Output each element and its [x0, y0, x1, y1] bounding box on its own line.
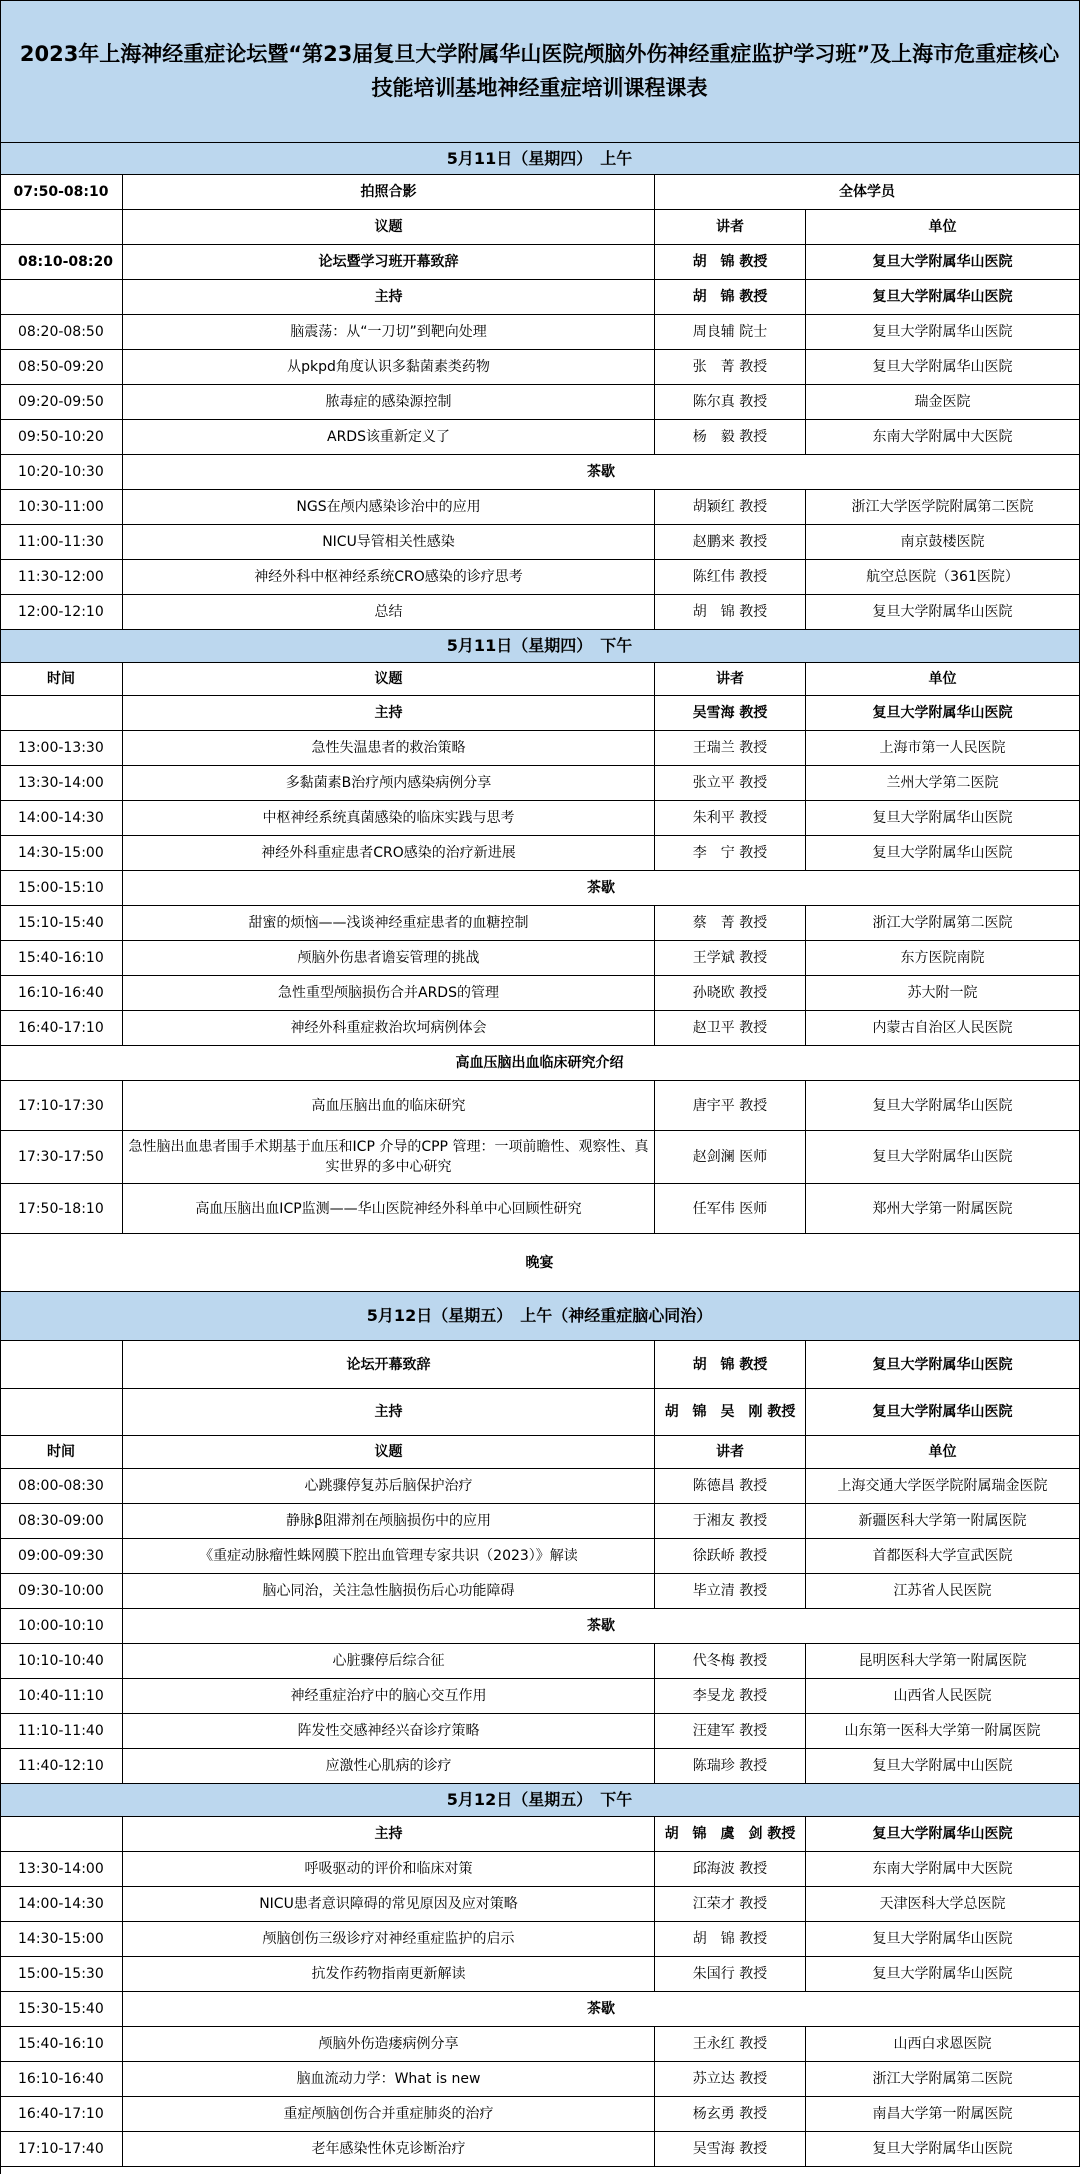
- unit-cell: 复旦大学附属华山医院: [806, 2132, 1080, 2167]
- speaker-cell: 王学斌 教授: [655, 941, 806, 976]
- topic-cell: 神经外科重症患者CRO感染的治疗新进展: [123, 836, 655, 871]
- unit-cell: 复旦大学附属中山医院: [806, 1749, 1080, 1784]
- topic-cell: 主持: [123, 696, 655, 731]
- topic-cell: 心脏骤停后综合征: [123, 1644, 655, 1679]
- unit-cell: 江苏省人民医院: [806, 1574, 1080, 1609]
- session-header: 5月12日（星期五） 上午（神经重症脑心同治）: [0, 1292, 1080, 1341]
- unit-cell: 浙江大学医学院附属第二医院: [806, 490, 1080, 525]
- time-cell: 08:00-08:30: [0, 1469, 123, 1504]
- topic-cell: 脑血流动力学：What is new: [123, 2062, 655, 2097]
- column-header-topic: 议题: [123, 210, 655, 245]
- speaker-cell: 赵卫平 教授: [655, 1011, 806, 1046]
- column-header-topic: 议题: [123, 663, 655, 696]
- time-cell: [0, 280, 123, 315]
- unit-cell: 复旦大学附属华山医院: [806, 1817, 1080, 1852]
- speaker-cell: 陈瑞珍 教授: [655, 1749, 806, 1784]
- topic-cell: 颅脑外伤患者谵妄管理的挑战: [123, 941, 655, 976]
- tea-break: 茶歇: [123, 1992, 1080, 2027]
- speaker-cell: 李旻龙 教授: [655, 1679, 806, 1714]
- time-cell: [0, 1389, 123, 1436]
- unit-cell: 复旦大学附属华山医院: [806, 1957, 1080, 1992]
- speaker-cell: 胡 锦 教授: [655, 595, 806, 630]
- unit-cell: 复旦大学附属华山医院: [806, 1341, 1080, 1389]
- time-cell: 17:10-17:30: [0, 1081, 123, 1131]
- unit-cell: 昆明医科大学第一附属医院: [806, 1644, 1080, 1679]
- topic-cell: 主持: [123, 1389, 655, 1436]
- speaker-cell: 张 菁 教授: [655, 350, 806, 385]
- tea-break: 茶歇: [123, 1609, 1080, 1644]
- speaker-cell: 邱海波 教授: [655, 1852, 806, 1887]
- topic-cell: 神经外科重症救治坎坷病例体会: [123, 1011, 655, 1046]
- time-cell: 09:20-09:50: [0, 385, 123, 420]
- speaker-cell: 毕立清 教授: [655, 1574, 806, 1609]
- time-cell: 15:40-16:10: [0, 2027, 123, 2062]
- speaker-cell: 胡 锦 教授: [655, 280, 806, 315]
- tea-break: 茶歇: [123, 871, 1080, 906]
- time-cell: 15:00-15:30: [0, 1957, 123, 1992]
- time-cell: 13:30-14:00: [0, 766, 123, 801]
- time-cell: 16:40-17:10: [0, 2097, 123, 2132]
- time-cell: 17:10-17:40: [0, 2132, 123, 2167]
- unit-cell: 南京鼓楼医院: [806, 525, 1080, 560]
- time-cell: 11:40-12:10: [0, 1749, 123, 1784]
- time-cell: 08:50-09:20: [0, 350, 123, 385]
- column-header-time: 时间: [0, 1436, 123, 1469]
- topic-cell: 急性失温患者的救治策略: [123, 731, 655, 766]
- topic-cell: NICU导管相关性感染: [123, 525, 655, 560]
- column-header-time: [0, 210, 123, 245]
- topic-cell: 主持: [123, 1817, 655, 1852]
- topic-cell: 抗发作药物指南更新解读: [123, 1957, 655, 1992]
- time-cell: 16:10-16:40: [0, 976, 123, 1011]
- time-cell: 15:30-15:40: [0, 1992, 123, 2027]
- speaker-cell: 代冬梅 教授: [655, 1644, 806, 1679]
- time-cell: 10:10-10:40: [0, 1644, 123, 1679]
- unit-cell: 浙江大学附属第二医院: [806, 2062, 1080, 2097]
- unit-cell: 山西白求恩医院: [806, 2027, 1080, 2062]
- unit-cell: 瑞金医院: [806, 385, 1080, 420]
- time-cell: 11:00-11:30: [0, 525, 123, 560]
- topic-cell: 论坛暨学习班开幕致辞: [123, 245, 655, 280]
- speaker-cell: 赵鹏来 教授: [655, 525, 806, 560]
- unit-cell: 复旦大学附属华山医院: [806, 350, 1080, 385]
- topic-cell: 急性重型颅脑损伤合并ARDS的管理: [123, 976, 655, 1011]
- section-header: 高血压脑出血临床研究介绍: [0, 1046, 1080, 1081]
- time-cell: 16:10-16:40: [0, 2062, 123, 2097]
- topic-cell: 从pkpd角度认识多黏菌素类药物: [123, 350, 655, 385]
- time-cell: 15:40-16:10: [0, 941, 123, 976]
- session-header: 5月11日（星期四） 下午: [0, 630, 1080, 663]
- time-cell: 11:30-12:00: [0, 560, 123, 595]
- topic-cell: 脓毒症的感染源控制: [123, 385, 655, 420]
- unit-cell: 复旦大学附属华山医院: [806, 1081, 1080, 1131]
- time-cell: [0, 1341, 123, 1389]
- time-cell: 17:30-17:50: [0, 1131, 123, 1184]
- speaker-cell: 陈尔真 教授: [655, 385, 806, 420]
- unit-cell: 复旦大学附属华山医院: [806, 1922, 1080, 1957]
- time-cell: 13:30-14:00: [0, 1852, 123, 1887]
- speaker-cell: 李 宁 教授: [655, 836, 806, 871]
- speaker-cell: 胡 锦 吴 刚 教授: [655, 1389, 806, 1436]
- dinner-row: 晚宴: [0, 1234, 1080, 1292]
- unit-cell: 南昌大学第一附属医院: [806, 2097, 1080, 2132]
- topic-cell: 静脉β阻滞剂在颅脑损伤中的应用: [123, 1504, 655, 1539]
- speaker-cell: 王瑞兰 教授: [655, 731, 806, 766]
- time-cell: [0, 696, 123, 731]
- unit-cell: 复旦大学附属华山医院: [806, 280, 1080, 315]
- topic-cell: NICU患者意识障碍的常见原因及应对策略: [123, 1887, 655, 1922]
- topic-cell: 老年感染性休克诊断治疗: [123, 2132, 655, 2167]
- unit-cell: 新疆医科大学第一附属医院: [806, 1504, 1080, 1539]
- time-cell: 12:00-12:10: [0, 595, 123, 630]
- time-cell: 17:50-18:10: [0, 1184, 123, 1234]
- topic-cell: 拍照合影: [123, 175, 655, 210]
- topic-cell: 脑震荡：从“一刀切”到靶向处理: [123, 315, 655, 350]
- topic-cell: 中枢神经系统真菌感染的临床实践与思考: [123, 801, 655, 836]
- speaker-cell: 蔡 菁 教授: [655, 906, 806, 941]
- unit-cell: 上海交通大学医学院附属瑞金医院: [806, 1469, 1080, 1504]
- speaker-cell: 任军伟 医师: [655, 1184, 806, 1234]
- time-cell: 16:40-17:10: [0, 1011, 123, 1046]
- document-title: 2023年上海神经重症论坛暨“第23届复旦大学附属华山医院颅脑外伤神经重症监护学习班”及上海市危重症核心技能培训基地神经重症培训课程课表: [0, 0, 1080, 143]
- time-cell: 10:30-11:00: [0, 490, 123, 525]
- topic-cell: 阵发性交感神经兴奋诊疗策略: [123, 1714, 655, 1749]
- topic-cell: 多黏菌素B治疗颅内感染病例分享: [123, 766, 655, 801]
- unit-cell: 首都医科大学宣武医院: [806, 1539, 1080, 1574]
- speaker-cell: 汪建军 教授: [655, 1714, 806, 1749]
- time-cell: 10:20-10:30: [0, 455, 123, 490]
- topic-cell: 急性脑出血患者围手术期基于血压和ICP 介导的CPP 管理：一项前瞻性、观察性、真实世界的多中心研究: [123, 1131, 655, 1184]
- speaker-cell: 孙晓欧 教授: [655, 976, 806, 1011]
- time-cell: 07:50-08:10: [0, 175, 123, 210]
- speaker-cell: 胡 锦 教授: [655, 245, 806, 280]
- unit-cell: 上海市第一人民医院: [806, 731, 1080, 766]
- topic-cell: 神经重症治疗中的脑心交互作用: [123, 1679, 655, 1714]
- column-header-speaker: 讲者: [655, 663, 806, 696]
- column-header-speaker: 讲者: [655, 1436, 806, 1469]
- speaker-cell: 胡颖红 教授: [655, 490, 806, 525]
- speaker-cell: 吴雪海 教授: [655, 696, 806, 731]
- unit-cell: 东南大学附属中大医院: [806, 420, 1080, 455]
- speaker-cell: 张立平 教授: [655, 766, 806, 801]
- time-cell: 14:00-14:30: [0, 801, 123, 836]
- speaker-cell: 唐宇平 教授: [655, 1081, 806, 1131]
- topic-cell: 主持: [123, 280, 655, 315]
- speaker-cell: 朱利平 教授: [655, 801, 806, 836]
- speaker-cell: 陈红伟 教授: [655, 560, 806, 595]
- speaker-cell: 杨 毅 教授: [655, 420, 806, 455]
- unit-cell: 复旦大学附属华山医院: [806, 1131, 1080, 1184]
- unit-cell: 复旦大学附属华山医院: [806, 836, 1080, 871]
- unit-cell: 东方医院南院: [806, 941, 1080, 976]
- topic-cell: 颅脑创伤三级诊疗对神经重症监护的启示: [123, 1922, 655, 1957]
- unit-cell: 复旦大学附属华山医院: [806, 595, 1080, 630]
- time-cell: 08:10-08:20: [0, 245, 123, 280]
- topic-cell: 心跳骤停复苏后脑保护治疗: [123, 1469, 655, 1504]
- speaker-cell: 周良辅 院士: [655, 315, 806, 350]
- topic-cell: 《重症动脉瘤性蛛网膜下腔出血管理专家共识（2023）》解读: [123, 1539, 655, 1574]
- time-cell: [0, 1817, 123, 1852]
- speaker-cell: 苏立达 教授: [655, 2062, 806, 2097]
- time-cell: 14:30-15:00: [0, 836, 123, 871]
- topic-cell: 脑心同治，关注急性脑损伤后心功能障碍: [123, 1574, 655, 1609]
- time-cell: 15:00-15:10: [0, 871, 123, 906]
- unit-cell: 航空总医院（361医院）: [806, 560, 1080, 595]
- topic-cell: NGS在颅内感染诊治中的应用: [123, 490, 655, 525]
- unit-cell: 苏大附一院: [806, 976, 1080, 1011]
- unit-cell: 复旦大学附属华山医院: [806, 1389, 1080, 1436]
- topic-cell: 高血压脑出血的临床研究: [123, 1081, 655, 1131]
- time-cell: 13:00-13:30: [0, 731, 123, 766]
- column-header-time: 时间: [0, 663, 123, 696]
- topic-cell: 甜蜜的烦恼——浅谈神经重症患者的血糖控制: [123, 906, 655, 941]
- speaker-cell: 陈德昌 教授: [655, 1469, 806, 1504]
- topic-cell: 呼吸驱动的评价和临床对策: [123, 1852, 655, 1887]
- topic-cell: 神经外科中枢神经系统CRO感染的诊疗思考: [123, 560, 655, 595]
- time-cell: 10:40-11:10: [0, 1679, 123, 1714]
- speaker-cell: 江荣才 教授: [655, 1887, 806, 1922]
- time-cell: 14:00-14:30: [0, 1887, 123, 1922]
- speaker-cell: 徐跃峤 教授: [655, 1539, 806, 1574]
- unit-cell: 兰州大学第二医院: [806, 766, 1080, 801]
- time-cell: 15:10-15:40: [0, 906, 123, 941]
- unit-cell: 郑州大学第一附属医院: [806, 1184, 1080, 1234]
- time-cell: 08:20-08:50: [0, 315, 123, 350]
- speaker-cell: 于湘友 教授: [655, 1504, 806, 1539]
- speaker-cell: 朱国行 教授: [655, 1957, 806, 1992]
- column-header-unit: 单位: [806, 210, 1080, 245]
- column-header-speaker: 讲者: [655, 210, 806, 245]
- speaker-cell: 胡 锦 教授: [655, 1922, 806, 1957]
- unit-cell: 复旦大学附属华山医院: [806, 315, 1080, 350]
- time-cell: 10:00-10:10: [0, 1609, 123, 1644]
- unit-cell: 山东第一医科大学第一附属医院: [806, 1714, 1080, 1749]
- session-header: 5月11日（星期四） 上午: [0, 143, 1080, 175]
- audience-cell: 全体学员: [655, 175, 1080, 210]
- topic-cell: 应激性心肌病的诊疗: [123, 1749, 655, 1784]
- column-header-unit: 单位: [806, 1436, 1080, 1469]
- speaker-cell: 胡 锦 虞 剑 教授: [655, 1817, 806, 1852]
- tea-break: 茶歇: [123, 455, 1080, 490]
- speaker-cell: 赵剑澜 医师: [655, 1131, 806, 1184]
- time-cell: 11:10-11:40: [0, 1714, 123, 1749]
- session-header: 5月12日（星期五） 下午: [0, 1784, 1080, 1817]
- unit-cell: 东南大学附属中大医院: [806, 1852, 1080, 1887]
- speaker-cell: 吴雪海 教授: [655, 2132, 806, 2167]
- column-header-topic: 议题: [123, 1436, 655, 1469]
- unit-cell: 复旦大学附属华山医院: [806, 801, 1080, 836]
- topic-cell: 论坛开幕致辞: [123, 1341, 655, 1389]
- time-cell: 14:30-15:00: [0, 1922, 123, 1957]
- time-cell: 09:00-09:30: [0, 1539, 123, 1574]
- speaker-cell: 胡 锦 教授: [655, 1341, 806, 1389]
- topic-cell: ARDS该重新定义了: [123, 420, 655, 455]
- column-header-unit: 单位: [806, 663, 1080, 696]
- unit-cell: 天津医科大学总医院: [806, 1887, 1080, 1922]
- topic-cell: 重症颅脑创伤合并重症肺炎的治疗: [123, 2097, 655, 2132]
- unit-cell: 复旦大学附属华山医院: [806, 696, 1080, 731]
- time-cell: 08:30-09:00: [0, 1504, 123, 1539]
- unit-cell: 内蒙古自治区人民医院: [806, 1011, 1080, 1046]
- unit-cell: 浙江大学附属第二医院: [806, 906, 1080, 941]
- speaker-cell: 王永红 教授: [655, 2027, 806, 2062]
- unit-cell: 山西省人民医院: [806, 1679, 1080, 1714]
- time-cell: 09:30-10:00: [0, 1574, 123, 1609]
- topic-cell: 颅脑外伤造瘘病例分享: [123, 2027, 655, 2062]
- time-cell: 09:50-10:20: [0, 420, 123, 455]
- topic-cell: 总结: [123, 595, 655, 630]
- speaker-cell: 杨玄勇 教授: [655, 2097, 806, 2132]
- unit-cell: 复旦大学附属华山医院: [806, 245, 1080, 280]
- topic-cell: 高血压脑出血ICP监测——华山医院神经外科单中心回顾性研究: [123, 1184, 655, 1234]
